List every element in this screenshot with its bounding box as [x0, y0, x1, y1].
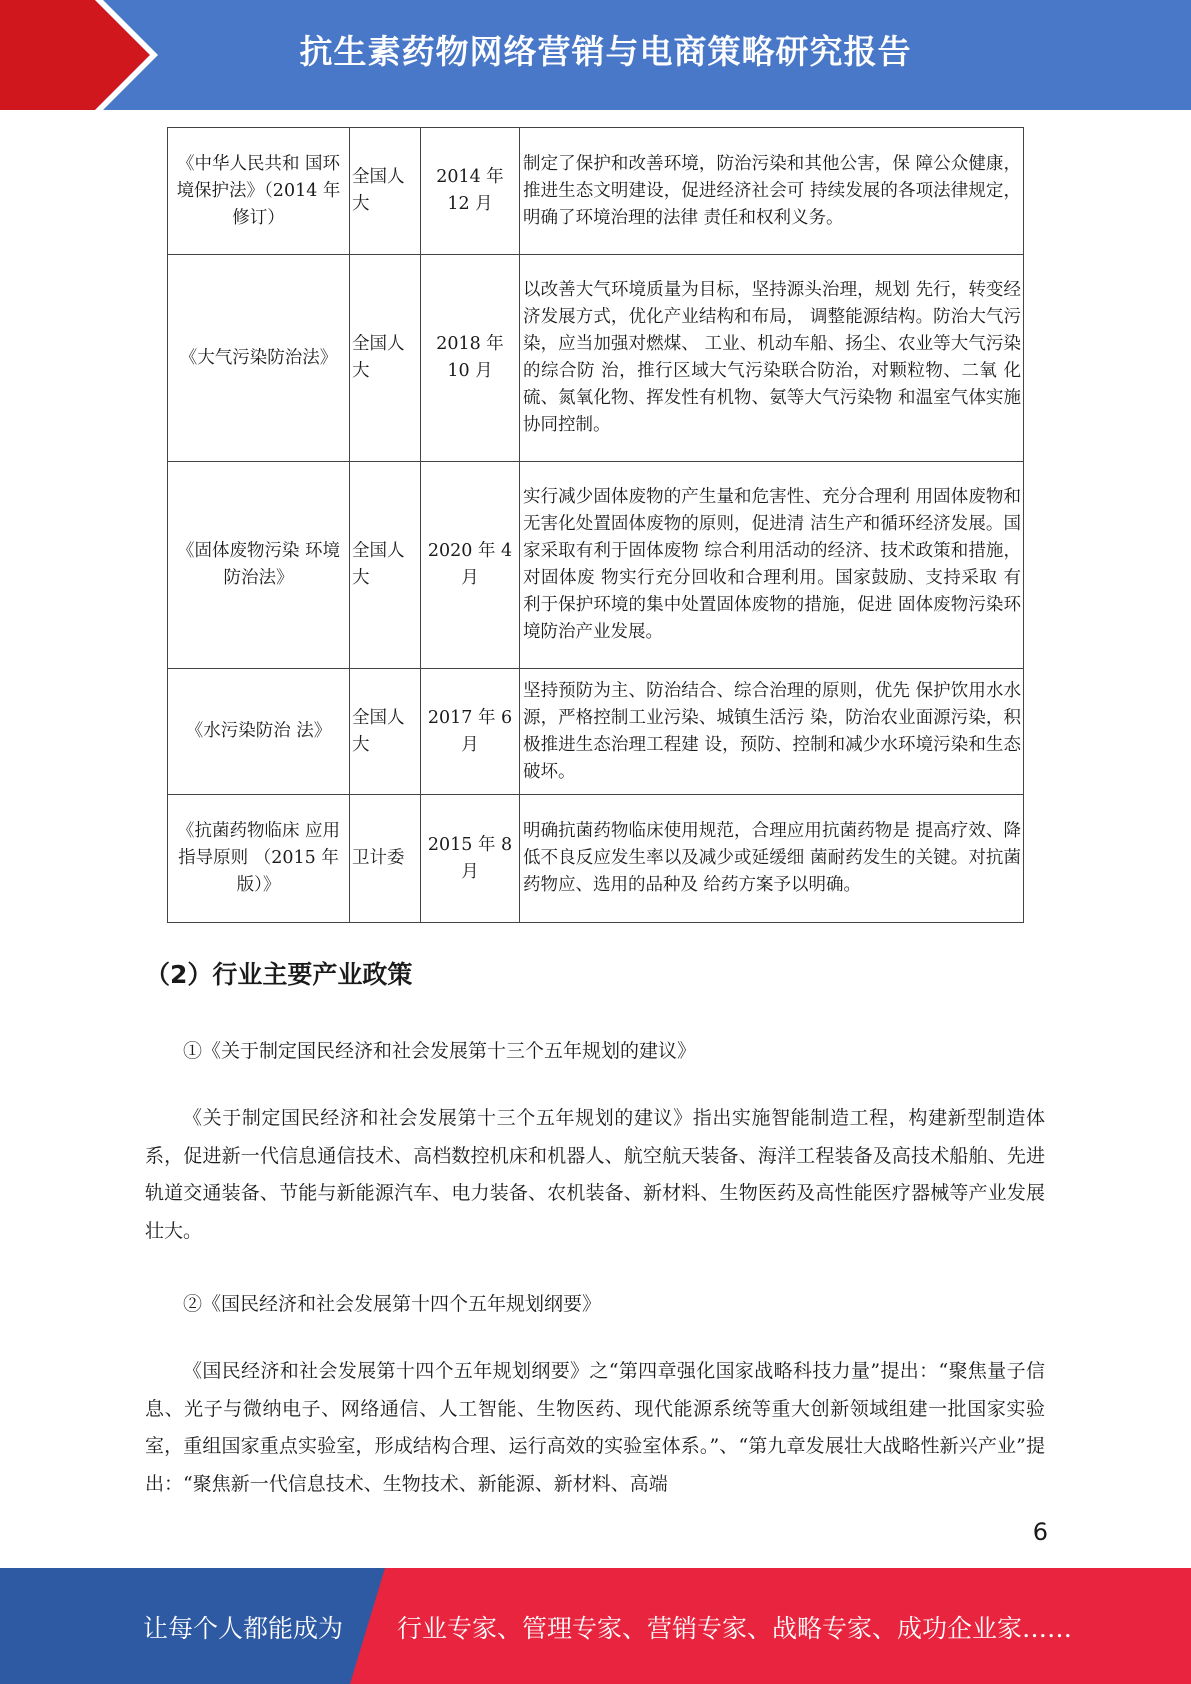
- policy-1-title: ①《关于制定国民经济和社会发展第十三个五年规划的建议》: [183, 1040, 697, 1062]
- law-date-cell: 2015 年 8 月: [421, 795, 520, 923]
- law-org-cell: 卫计委: [350, 795, 421, 923]
- law-date-cell: 2014 年 12 月: [421, 128, 520, 255]
- law-name-cell: 《水污染防治 法》: [168, 669, 350, 795]
- report-title: 抗生素药物网络营销与电商策略研究报告: [299, 32, 912, 71]
- policy-2-body: 《国民经济和社会发展第十四个五年规划纲要》之“第四章强化国家战略科技力量”提出：“聚焦量子信息、光子与微纳电子、网络通信、人工智能、生物医药、现代能源系统等重大创新领域组建一批国家实验室，重组国家重点实验室，形成结构合理、运行高效的实验室体系。”、“第九章发展壮大战略性新兴产业”提出：“聚焦新一代信息技术、生物技术、新能源、新材料、高端: [145, 1360, 1045, 1495]
- law-desc-cell: 实行减少固体废物的产生量和危害性、充分合理利 用固体废物和无害化处置固体废物的原则，促进清 洁生产和循环经济发展。国家采取有利于固体废物 综合利用活动的经济、技术政策和措施，对固体废 物实行充分回收和合理利用。国家鼓励、支持采取 有利于保护环境的集中处置固体废物的措施，促进 固体废物污染环境防治产业发展。: [520, 462, 1024, 669]
- page-number: 6: [1032, 1518, 1048, 1546]
- section-heading: （2）行业主要产业政策: [145, 960, 413, 989]
- law-desc-cell: 坚持预防为主、防治结合、综合治理的原则，优先 保护饮用水水源，严格控制工业污染、城镇生活污 染，防治农业面源污染，积极推进生态治理工程建 设，预防、控制和减少水环境污染和生态破坏。: [520, 669, 1024, 795]
- footer-banner: [0, 1568, 1191, 1684]
- table-row: [168, 128, 1024, 255]
- policy-2-title: ②《国民经济和社会发展第十四个五年规划纲要》: [183, 1293, 602, 1315]
- law-desc-cell: 以改善大气环境质量为目标，坚持源头治理，规划 先行，转变经济发展方式，优化产业结构和布局， 调整能源结构。防治大气污染，应当加强对燃煤、 工业、机动车船、扬尘、农业等大气污染的综合防 治，推行区域大气污染联合防治，对颗粒物、二氧 化硫、氮氧化物、挥发性有机物、氨等大气污染物 和温室气体实施协同控制。: [520, 255, 1024, 462]
- table-row: [168, 255, 1024, 462]
- law-desc-cell: 明确抗菌药物临床使用规范，合理应用抗菌药物是 提高疗效、降低不良反应发生率以及减少或延缓细 菌耐药发生的关键。对抗菌药物应、选用的品种及 给药方案予以明确。: [520, 795, 1024, 923]
- table-row: [168, 462, 1024, 669]
- law-desc-cell: 制定了保护和改善环境，防治污染和其他公害，保 障公众健康，推进生态文明建设，促进经济社会可 持续发展的各项法律规定，明确了环境治理的法律 责任和权利义务。: [520, 128, 1024, 255]
- law-name-cell: 《抗菌药物临床 应用指导原则 （2015 年版）》: [168, 795, 350, 923]
- header-banner: [0, 0, 1191, 110]
- policy-1-body: 《关于制定国民经济和社会发展第十三个五年规划的建议》指出实施智能制造工程，构建新型制造体系，促进新一代信息通信技术、高档数控机床和机器人、航空航天装备、海洋工程装备及高技术船舶、先进轨道交通装备、节能与新能源汽车、电力装备、农机装备、新材料、生物医药及高性能医疗器械等产业发展壮大。: [145, 1107, 1045, 1242]
- law-date-cell: 2017 年 6 月: [421, 669, 520, 795]
- law-org-cell: 全国人大: [350, 669, 421, 795]
- law-org-cell: 全国人大: [350, 128, 421, 255]
- law-date-cell: 2018 年 10 月: [421, 255, 520, 462]
- table-row: [168, 795, 1024, 923]
- law-org-cell: 全国人大: [350, 255, 421, 462]
- law-date-cell: 2020 年 4 月: [421, 462, 520, 669]
- law-name-cell: 《固体废物污染 环境防治法》: [168, 462, 350, 669]
- footer-slogan-right: 行业专家、管理专家、营销专家、战略专家、成功企业家……: [397, 1614, 1073, 1643]
- law-name-cell: 《中华人民共和 国环境保护法》（2014 年修订）: [168, 128, 350, 255]
- footer-slogan-left: 让每个人都能成为: [143, 1614, 344, 1643]
- law-org-cell: 全国人大: [350, 462, 421, 669]
- laws-table: [167, 127, 1024, 923]
- law-name-cell: 《大气污染防治法》: [168, 255, 350, 462]
- table-row: [168, 669, 1024, 795]
